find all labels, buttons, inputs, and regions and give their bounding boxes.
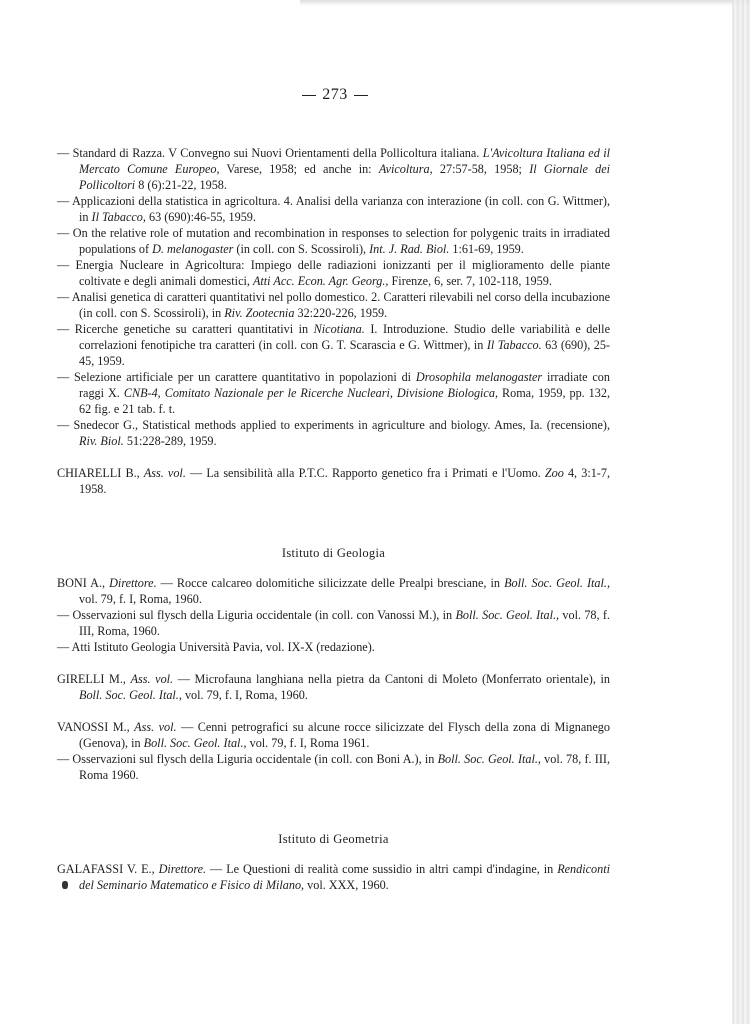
publication-entry: — Osservazioni sul flysch della Liguria occidentale (in coll. con Boni A.), in Boll. Soc. Geol. Ital., vol. 78, f. III, Roma 1960. xyxy=(57,752,611,782)
publication-list-block1 xyxy=(57,145,610,449)
author-entry-girelli: GIRELLI M., Ass. vol. — Microfauna langhiana nella pietra da Cantoni di Moleto (Monferrato orientale), in Boll. Soc. Geol. Ital., vol. 79, f. I, Roma, 1960. xyxy=(57,672,610,702)
publication-entry: — Standard di Razza. V Convegno sui Nuovi Orientamenti della Pollicoltura italiana. L'Avicoltura Italiana ed il Mercato Comune Europeo, Varese, 1958; ed anche in: Avicoltura, 27:57-58, 1958; Il Giornale dei Pollicoltori 8 (6):21-22, 1958. xyxy=(57,146,611,192)
publication-entry: — Analisi genetica di caratteri quantitativi nel pollo domestico. 2. Caratteri rilevabili nel corso della incubazione (in coll. con S. Scossiroli), in Riv. Zootecnia 32:220-226, 1959. xyxy=(57,290,610,320)
publication-entry: — On the relative role of mutation and recombination in responses to selection for polygenic traits in irradiated populations of D. melanogaster (in coll. con S. Scossiroli), Int. J. Rad. Biol. 1:61-69, 1959. xyxy=(57,226,610,256)
author-entry-boni: BONI A., Direttore. — Rocce calcareo dolomitiche silicizzate delle Prealpi bresciane, in Boll. Soc. Geol. Ital., vol. 79, f. I, Roma, 1960. xyxy=(57,576,610,606)
publication-entry: — Snedecor G., Statistical methods applied to experiments in agriculture and biology. Ames, Ia. (recensione), Riv. Biol. 51:228-289, 1959. xyxy=(57,418,610,448)
publication-entry: — Energia Nucleare in Agricoltura: Impiego delle radiazioni ionizzanti per il miglioramento delle piante coltivate e degli animali domestici, Atti Acc. Econ. Agr. Georg., Firenze, 6, ser. 7, 102-118, 1959. xyxy=(57,258,610,288)
author-entry-galafassi: GALAFASSI V. E., Direttore. — Le Questioni di realità come sussidio in altri campi d'indagine, in Rendiconti del Seminario Matematico e Fisico di Milano, vol. XXX, 1960. xyxy=(57,862,610,892)
publication-entry: — Atti Istituto Geologia Università Pavia, vol. IX-X (redazione). xyxy=(57,640,375,654)
publication-entry: — Selezione artificiale per un carattere quantitativo in popolazioni di Drosophila melanogaster irradiate con raggi X. CNB-4, Comitato Nazionale per le Ricerche Nucleari, Divisione Biologica, Roma, 1959, pp. 132, 62 fig. e 21 tab. f. t. xyxy=(57,370,611,416)
author-entry-vanossi: VANOSSI M., Ass. vol. — Cenni petrografici su alcune rocce silicizzate del Flysch della zona di Mignanego (Genova), in Boll. Soc. Geol. Ital., vol. 79, f. I, Roma 1961. xyxy=(57,720,610,750)
page-number: 273 xyxy=(0,86,670,104)
scan-edge-right xyxy=(732,0,750,1024)
author-entry-chiarelli: CHIARELLI B., Ass. vol. — La sensibilità alla P.T.C. Rapporto genetico fra i Primati e l'Uomo. Zoo 4, 3:1-7, 1958. xyxy=(57,466,611,496)
section-heading-geometria: Istituto di Geometria xyxy=(278,832,389,846)
publication-entry: — Applicazioni della statistica in agricoltura. 4. Analisi della varianza con interazione (in coll. con G. Wittmer), in Il Tabacco, 63 (690):46-55, 1959. xyxy=(57,194,610,224)
publication-entry: — Ricerche genetiche su caratteri quantitativi in Nicotiana. I. Introduzione. Studio delle variabilità e delle correlazioni fenotipiche tra caratteri (in coll. con G. T. Scarascia e G. Wittmer), in Il Tabacco. 63 (690), 25-45, 1959. xyxy=(57,322,610,368)
scan-edge-top xyxy=(300,0,750,6)
section-heading-geologia: Istituto di Geologia xyxy=(281,546,386,560)
page-body xyxy=(57,145,610,893)
publication-entry: — Osservazioni sul flysch della Liguria occidentale (in coll. con Vanossi M.), in Boll. Soc. Geol. Ital., vol. 78, f. III, Roma, 1960. xyxy=(57,608,610,638)
